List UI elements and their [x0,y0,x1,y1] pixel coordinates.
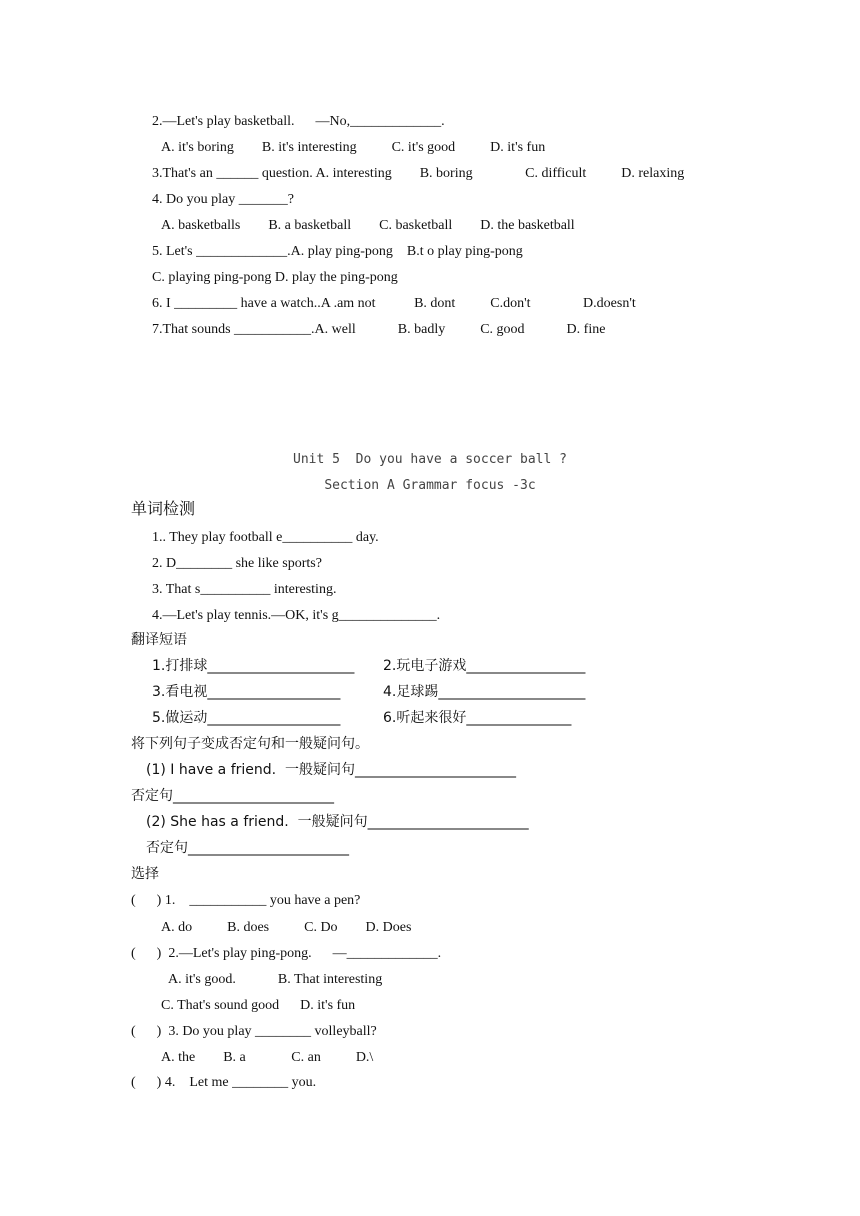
translate-heading: 翻译短语 [131,632,187,648]
transform-heading: 将下列句子变成否定句和一般疑问句。 [131,736,369,752]
transform-sentence-1: (1) I have a friend. 一般疑问句_______________________ [146,762,516,778]
unit-title: Unit 5 Do you have a soccer ball ? [293,452,567,467]
question-2-options: A. it's boring B. it's interesting C. it's good D. it's fun [161,140,546,155]
question-3: 3.That's an ______ question. A. interesting B. boring C. difficult D. relaxing [152,166,685,181]
choice-question-3-options: A. the B. a C. an D.\ [161,1050,374,1065]
translate-item: 6.听起来很好_______________ [383,710,572,726]
translate-item: 3.看电视___________________ [152,684,341,700]
choice-question-1-options: A. do B. does C. Do D. Does [161,920,412,935]
word-check-item: 3. That s__________ interesting. [152,582,337,597]
choice-heading: 选择 [131,866,159,882]
word-check-item: 1.. They play football e__________ day. [152,530,379,545]
translate-item: 1.打排球_____________________ [152,658,355,674]
question-6: 6. I _________ have a watch..A .am not B. dont C.don't D.doesn't [152,296,636,311]
choice-question-2-options-b: C. That's sound good D. it's fun [161,998,356,1013]
choice-question-1: ( ) 1. ___________ you have a pen? [131,893,361,908]
transform-negative-1: 否定句_______________________ [131,788,334,804]
transform-negative-2: 否定句_______________________ [146,840,349,856]
choice-question-2: ( ) 2.—Let's play ping-pong. —_____________. [131,946,442,961]
word-check-item: 4.—Let's play tennis.—OK, it's g______________. [152,608,441,623]
translate-item: 5.做运动___________________ [152,710,341,726]
question-2: 2.—Let's play basketball. —No,_____________. [152,114,445,129]
choice-question-3: ( ) 3. Do you play ________ volleyball? [131,1024,377,1039]
translate-item: 4.足球踢_____________________ [383,684,586,700]
question-5-options: C. playing ping-pong D. play the ping-pong [152,270,398,285]
section-subtitle: Section A Grammar focus -3c [324,478,536,493]
word-check-heading: 单词检测 [131,499,196,518]
transform-sentence-2: (2) She has a friend. 一般疑问句_______________________ [146,814,529,830]
choice-question-2-options-a: A. it's good. B. That interesting [168,972,383,987]
question-5: 5. Let's _____________.A. play ping-pong B.t o play ping-pong [152,244,523,259]
question-7: 7.That sounds ___________.A. well B. badly C. good D. fine [152,322,606,337]
question-4-options: A. basketballs B. a basketball C. basketball D. the basketball [161,218,575,233]
choice-question-4: ( ) 4. Let me ________ you. [131,1075,317,1090]
question-4: 4. Do you play _______? [152,192,294,207]
translate-item: 2.玩电子游戏_________________ [383,658,586,674]
word-check-item: 2. D________ she like sports? [152,556,322,571]
